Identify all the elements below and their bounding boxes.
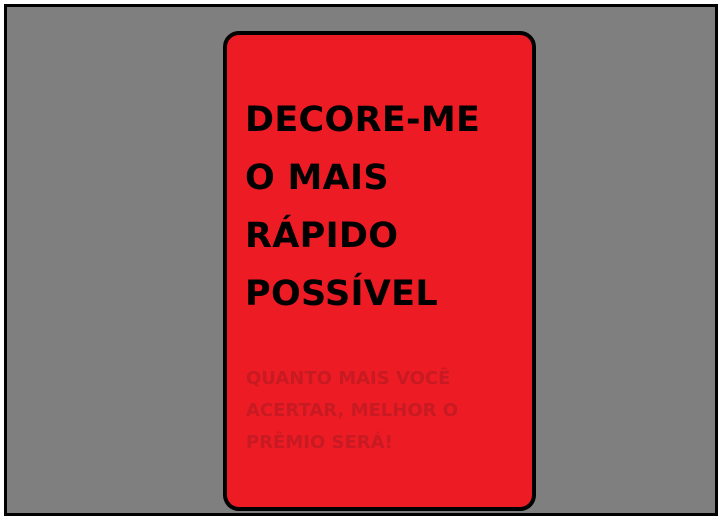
card-subtitle-line: ACERTAR, MELHOR O <box>246 400 459 421</box>
card-subtitle-line: PRÊMIO SERÁ! <box>246 432 393 453</box>
card-title <box>245 91 525 323</box>
card-title-line: POSSÍVEL <box>245 274 438 314</box>
memory-card[interactable] <box>223 31 536 511</box>
card-title-line: RÁPIDO <box>245 216 399 256</box>
card-subtitle-line: QUANTO MAIS VOCÊ <box>246 368 451 389</box>
card-title-line: DECORE-ME <box>245 100 481 140</box>
card-title-line: O MAIS <box>245 158 389 198</box>
card-subtitle <box>246 363 526 459</box>
game-frame <box>4 4 718 516</box>
